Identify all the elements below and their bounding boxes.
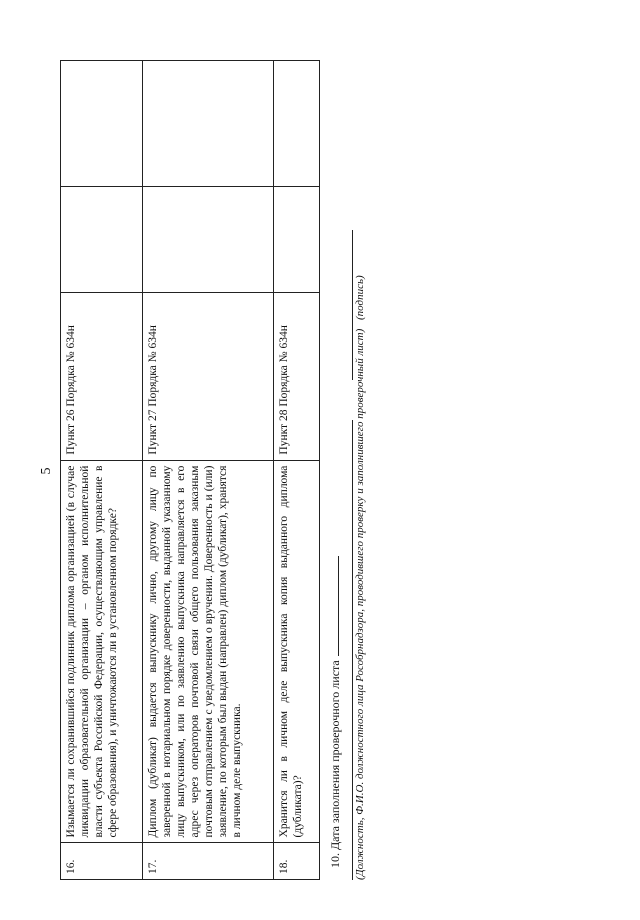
row-question: Диплом (дубликат) выдается выпускнику лично, другому лицу по заверенной в нотариальном порядке доверенности, выданной указанному лицу выпускником, или по заявлению выпускника направляется в его адрес через операторов почтовой связи общего пользования заказным почтовым отправлением с уведомлением о вручении. Доверенность и (или) заявление, по которым был выдан (направлен) диплом (дубликат), хранятся в личном деле выпускника. bbox=[143, 460, 274, 843]
row-question: Хранится ли в личном деле выпускника копия выданного диплома (дубликата)? bbox=[273, 460, 319, 843]
row-reference: Пункт 28 Порядка № 634н bbox=[273, 292, 319, 460]
signer-caption: (Должность, Ф.И.О. должностного лица Рособрнадзора, проводившего проверку и заполнившего проверочный лист) bbox=[354, 328, 366, 880]
row-cell-empty bbox=[61, 61, 143, 187]
fill-date-label: 10. Дата заполнения проверочного листа bbox=[328, 660, 342, 868]
table-row bbox=[143, 61, 274, 880]
table-row bbox=[61, 61, 143, 880]
signature-caption: (подпись) bbox=[354, 275, 366, 320]
row-question: Изымается ли сохранившийся подлинник диплома организацией (в случае ликвидации образовательной организации – органом исполнительной власти субъекта Российской Федерации, осуществляющим управление в сфере образования), и уничтожаются ли в установленном порядке? bbox=[61, 460, 143, 843]
row-reference: Пункт 26 Порядка № 634н bbox=[61, 292, 143, 460]
row-reference: Пункт 27 Порядка № 634н bbox=[143, 292, 274, 460]
rotated-sheet bbox=[60, 60, 380, 880]
row-cell-empty bbox=[61, 187, 143, 292]
signature-rule bbox=[352, 230, 353, 380]
row-number: 17. bbox=[143, 843, 274, 880]
row-number: 16. bbox=[61, 843, 143, 880]
fill-date-line bbox=[328, 556, 343, 868]
row-cell-empty bbox=[273, 61, 319, 187]
row-cell-empty bbox=[143, 187, 274, 292]
signer-rule bbox=[352, 420, 353, 880]
page-number: 5 bbox=[39, 467, 54, 475]
row-cell-empty bbox=[143, 61, 274, 187]
checklist-table bbox=[60, 60, 320, 880]
row-number: 18. bbox=[273, 843, 319, 880]
signature-block bbox=[352, 60, 378, 880]
fill-date-blank bbox=[328, 556, 339, 656]
row-cell-empty bbox=[273, 187, 319, 292]
table-row bbox=[273, 61, 319, 880]
